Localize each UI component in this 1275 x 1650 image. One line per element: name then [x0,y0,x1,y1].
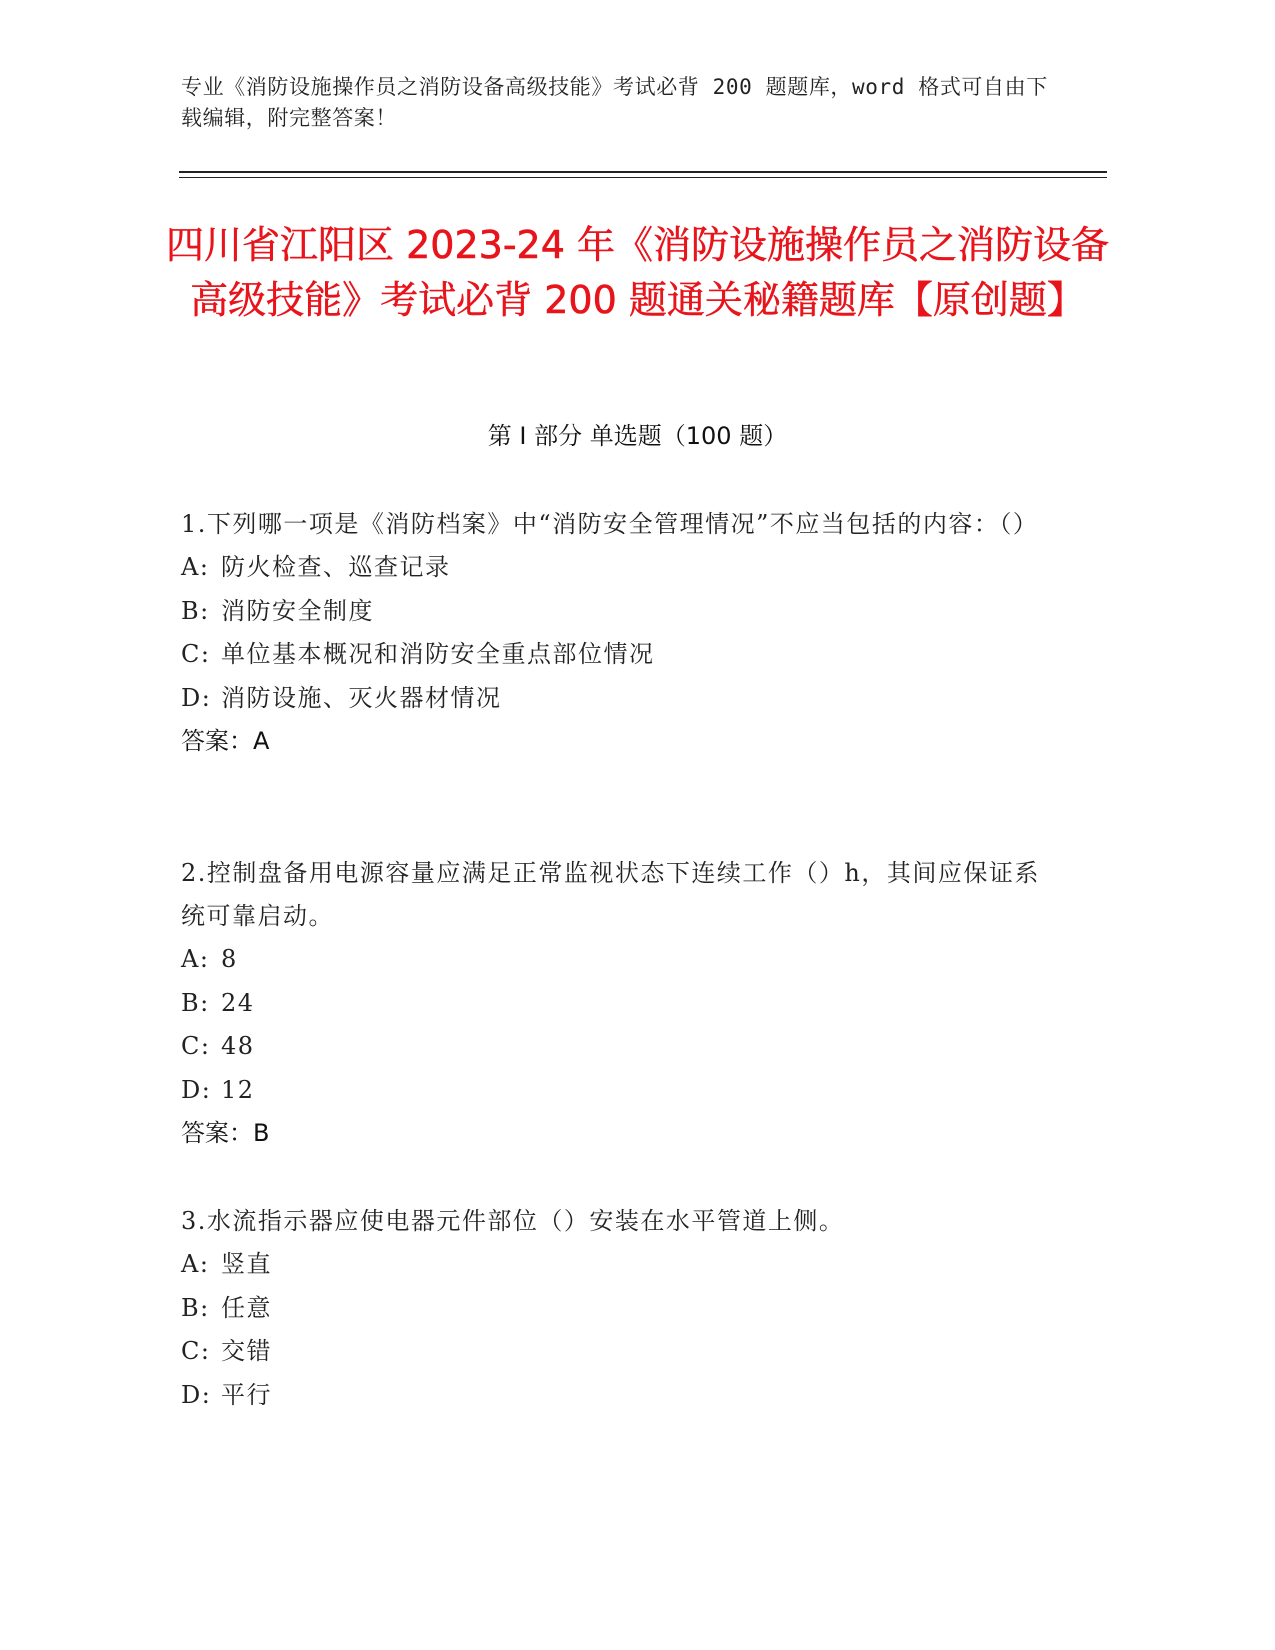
header-divider-thin [179,177,1107,178]
header-note: 专业《消防设施操作员之消防设备高级技能》考试必背 200 题题库，word 格式可自由下载编辑，附完整答案！ [181,75,1048,130]
option-d [181,1069,1041,1113]
option-text: 24 [221,988,255,1017]
question-3 [181,1200,1041,1417]
option-text: 消防设施、灭火器材情况 [221,683,502,712]
option-text: 48 [221,1032,255,1060]
question-2 [181,852,1041,1155]
option-key: D: [181,1380,212,1409]
option-text: 单位基本概况和消防安全重点部位情况 [221,640,655,668]
option-b [181,590,1041,634]
option-key: A: [181,553,210,581]
question-stem: 3.水流指示器应使电器元件部位（）安装在水平管道上侧。 [181,1207,845,1235]
option-key: B: [181,988,210,1017]
question-1 [181,503,1041,763]
option-key: D: [181,1075,212,1104]
option-c [181,1330,1041,1374]
option-d [181,1374,1041,1418]
option-text: 8 [221,945,238,973]
option-key: B: [181,596,210,625]
option-key: D: [181,683,212,712]
option-a [181,546,1041,590]
answer-line: 答案：B [181,1119,270,1147]
option-key: C: [181,1337,211,1365]
option-b [181,1287,1041,1331]
option-key: C: [181,640,211,668]
option-key: A: [181,945,210,973]
option-text: 防火检查、巡查记录 [221,553,451,581]
option-text: 任意 [221,1293,272,1322]
option-key: C: [181,1032,211,1060]
option-a [181,938,1041,982]
option-text: 12 [221,1075,255,1104]
section-heading: 第 I 部分 单选题（100 题） [487,422,788,450]
question-stem: 1.下列哪一项是《消防档案》中“消防安全管理情况”不应当包括的内容：（） [181,510,1039,538]
option-a [181,1243,1041,1287]
option-c [181,633,1041,677]
option-key: A: [181,1250,210,1278]
answer-line: 答案：A [181,727,270,755]
option-text: 竖直 [221,1250,272,1278]
option-text: 消防安全制度 [221,596,374,625]
option-text: 平行 [221,1380,272,1409]
option-key: B: [181,1293,210,1322]
option-b [181,982,1041,1026]
option-d [181,677,1041,721]
question-stem: 2.控制盘备用电源容量应满足正常监视状态下连续工作（）h，其间应保证系统可靠启动。 [181,859,1040,930]
option-text: 交错 [221,1337,272,1365]
option-c [181,1025,1041,1069]
document-title: 四川省江阳区 2023-24 年《消防设施操作员之消防设备高级技能》考试必背 200 题通关秘籍题库【原创题】 [166,223,1109,322]
header-divider-thick [179,171,1107,173]
